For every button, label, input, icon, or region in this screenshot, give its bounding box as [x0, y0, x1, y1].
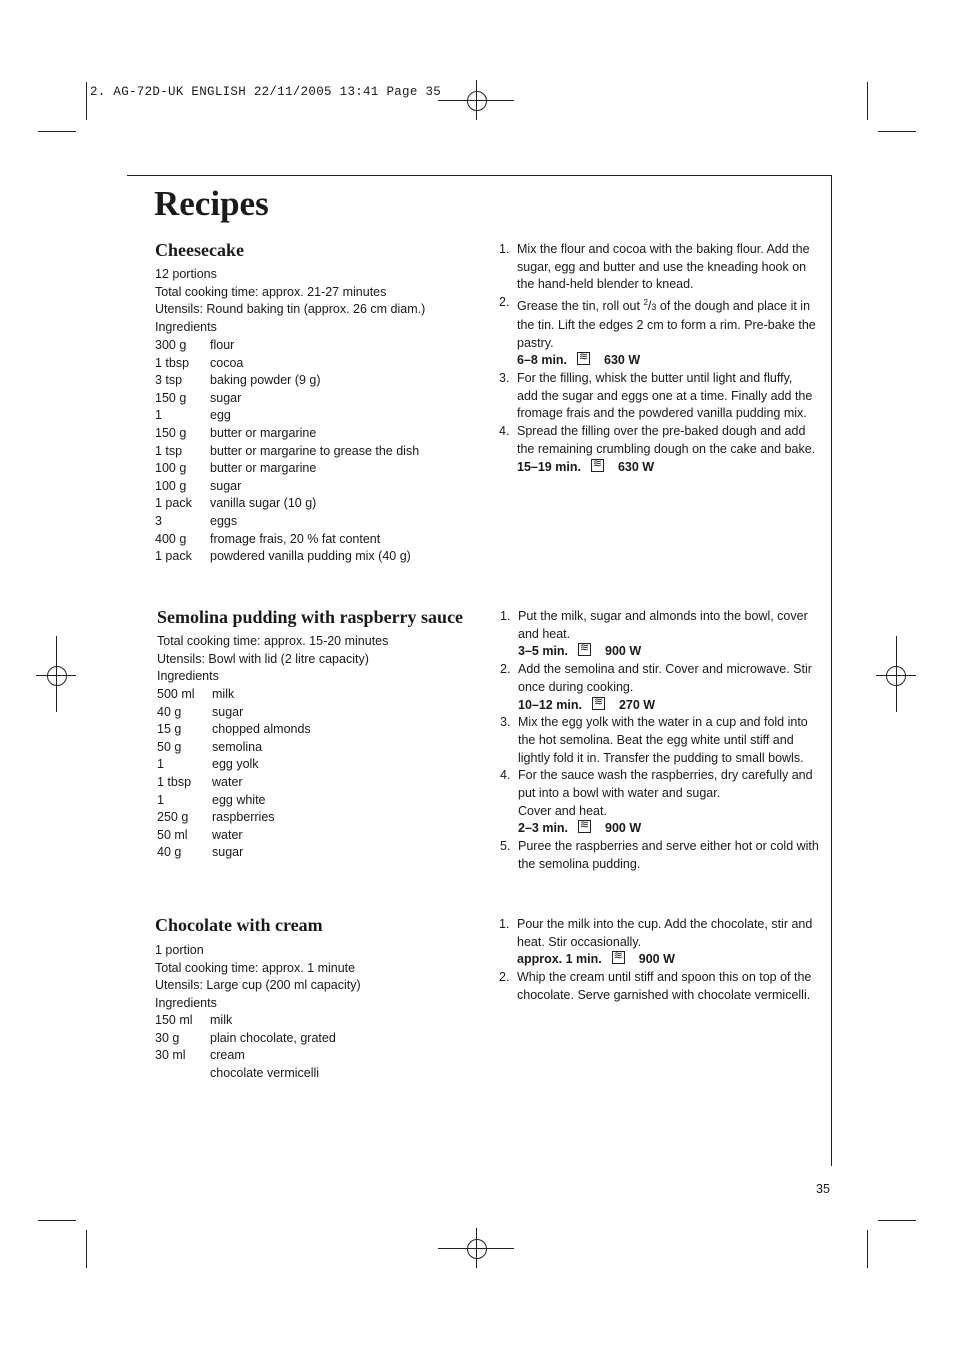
step-timing [518, 697, 830, 715]
registration-mark-icon [467, 1239, 487, 1259]
ingredient-row [157, 809, 311, 827]
ingredient-item: sugar [212, 704, 244, 719]
ingredient-row [157, 844, 311, 862]
timing-duration: 2–3 min. [518, 821, 569, 836]
ingredient-row [157, 756, 311, 774]
ingredient-row [157, 704, 311, 722]
ingredient-row [155, 443, 419, 461]
step-timing [518, 643, 830, 661]
ingredient-item: cream [210, 1048, 245, 1063]
registration-mark-icon [467, 91, 487, 111]
utensils: Utensils: Round baking tin (approx. 26 cm diam.) [155, 302, 426, 317]
timing-duration: 3–5 min. [518, 644, 569, 659]
step-line: add the sugar and eggs one at a time. Finally add the [517, 388, 813, 403]
ingredient-qty: 40 g [157, 704, 182, 719]
step-line: Mix the egg yolk with the water in a cup and fold into [518, 715, 808, 730]
step-number: 1. [499, 917, 510, 931]
crop-mark [867, 82, 868, 120]
step-line: Puree the raspberries and serve either hot or cold with [518, 839, 819, 854]
step-line: fromage frais and the powdered vanilla pudding mix. [517, 406, 807, 421]
registration-mark-icon [47, 666, 67, 686]
utensils: Utensils: Bowl with lid (2 litre capacity) [157, 651, 369, 666]
cooking-time: Total cooking time: approx. 1 minute [155, 960, 356, 975]
slug-line: 2. AG-72D-UK ENGLISH 22/11/2005 13:41 Page 35 [90, 85, 442, 99]
step-number: 5. [500, 839, 511, 854]
ingredient-qty: 150 ml [155, 1013, 193, 1027]
timing-duration: 10–12 min. [518, 697, 582, 712]
ingredient-row [157, 792, 311, 810]
step-line: For the sauce wash the raspberries, dry carefully and [518, 768, 813, 783]
crop-mark [878, 131, 916, 132]
ingredient-qty: 3 tsp [155, 373, 183, 388]
ingredient-row [155, 495, 419, 513]
step-line: Pour the milk into the cup. Add the chocolate, stir and [517, 917, 813, 931]
ingredients-heading: Ingredients [155, 319, 217, 334]
ingredient-row [155, 1030, 336, 1048]
ingredients-heading: Ingredients [157, 669, 219, 684]
step-timing [518, 820, 830, 838]
step-line: Whip the cream until stiff and spoon this on top of the [517, 970, 812, 985]
crop-mark [38, 1220, 76, 1221]
timing-duration: 6–8 min. [517, 353, 568, 368]
step-line: Cover and heat. [518, 803, 607, 818]
registration-line [476, 80, 477, 120]
step-timing [517, 352, 829, 370]
ingredient-qty: 100 g [155, 461, 187, 476]
ingredient-item: milk [210, 1013, 233, 1027]
method-step [499, 916, 829, 969]
method-steps [499, 241, 829, 476]
step-line: the remaining crumbling dough on the cake and bake. [517, 441, 816, 456]
ingredient-row [155, 407, 419, 425]
ingredient-qty: 1 pack [155, 549, 192, 564]
page-frame-top [127, 175, 832, 176]
step-number: 1. [500, 609, 511, 623]
step-timing [517, 951, 829, 969]
step-number: 2. [500, 662, 511, 677]
ingredient-item: cocoa [210, 355, 244, 370]
ingredients-table [155, 1012, 336, 1082]
ingredient-item: baking powder (9 g) [210, 373, 321, 388]
ingredient-row [155, 531, 419, 549]
microwave-icon [578, 820, 591, 833]
registration-line [896, 636, 897, 712]
ingredient-qty: 250 g [157, 810, 189, 825]
step-line: the hand-held blender to knead. [517, 277, 694, 292]
step-line: lightly fold it in. Transfer the pudding to small bowls. [518, 750, 804, 765]
step-number: 1. [499, 242, 510, 256]
step-number: 3. [499, 371, 510, 386]
method-steps [500, 608, 830, 874]
timing-power: 900 W [605, 644, 642, 659]
ingredient-qty: 400 g [155, 531, 187, 546]
ingredient-qty: 1 tbsp [157, 774, 192, 789]
method-step [499, 241, 829, 294]
step-line: the semolina pudding. [518, 856, 641, 871]
microwave-icon [591, 459, 604, 472]
ingredient-item: egg [210, 408, 231, 423]
recipe-title: Semolina pudding with raspberry sauce [157, 607, 464, 627]
microwave-icon [592, 697, 605, 710]
ingredient-item: eggs [210, 513, 238, 528]
ingredient-item: raspberries [212, 810, 275, 825]
ingredient-row [155, 372, 419, 390]
ingredient-qty: 15 g [157, 722, 182, 737]
ingredients-heading: Ingredients [155, 995, 217, 1010]
method-step [500, 838, 830, 873]
ingredient-qty: 500 ml [157, 687, 195, 701]
ingredient-item: egg white [212, 792, 266, 807]
method-step [500, 767, 830, 838]
step-line: Mix the flour and cocoa with the baking flour. Add the [517, 242, 810, 256]
portions: 1 portion [155, 943, 204, 957]
utensils: Utensils: Large cup (200 ml capacity) [155, 978, 361, 993]
ingredient-row [155, 513, 419, 531]
ingredient-row [157, 721, 311, 739]
step-line: put into a bowl with water and sugar. [518, 786, 721, 801]
step-line: and heat. [518, 626, 571, 641]
ingredient-qty: 30 ml [155, 1048, 186, 1063]
ingredient-item: milk [212, 687, 235, 701]
ingredient-item: flour [210, 338, 235, 352]
ingredient-item: sugar [210, 390, 242, 405]
ingredient-qty: 1 [157, 757, 164, 772]
crop-mark [867, 1230, 868, 1268]
ingredient-item: butter or margarine [210, 425, 317, 440]
method-step [499, 294, 829, 370]
page-number: 35 [816, 1182, 830, 1196]
step-line: the tin. Lift the edges 2 cm to form a rim. Pre-bake the [517, 317, 816, 332]
cooking-time: Total cooking time: approx. 15-20 minutes [157, 634, 389, 648]
step-line: heat. Stir occasionally. [517, 934, 642, 949]
ingredient-row [155, 478, 419, 496]
ingredient-qty: 1 [155, 408, 162, 423]
recipe-info [155, 266, 425, 336]
step-line: chocolate. Serve garnished with chocolate vermicelli. [517, 987, 811, 1002]
ingredient-qty: 100 g [155, 478, 187, 493]
method-steps [499, 916, 829, 1005]
crop-mark [38, 131, 76, 132]
ingredient-row [155, 425, 419, 443]
ingredient-item: chocolate vermicelli [210, 1065, 320, 1080]
recipe-info [155, 942, 361, 1012]
step-number: 2. [499, 970, 510, 985]
ingredient-qty: 40 g [157, 845, 182, 860]
ingredient-row [155, 548, 419, 566]
step-line: Put the milk, sugar and almonds into the bowl, cover [518, 609, 808, 623]
registration-line [56, 636, 57, 712]
timing-duration: 15–19 min. [517, 459, 581, 474]
ingredient-item: butter or margarine to grease the dish [210, 443, 420, 458]
method-step [499, 969, 829, 1004]
ingredient-qty: 1 tbsp [155, 355, 190, 370]
step-line: Grease the tin, roll out $^2$/3 of the dough and place it in [517, 298, 811, 314]
crop-mark [86, 82, 87, 120]
ingredient-row [155, 337, 419, 355]
step-line: pastry. [517, 335, 554, 350]
ingredient-qty: 300 g [155, 338, 187, 352]
timing-power: 630 W [617, 459, 655, 474]
ingredient-row [157, 739, 311, 757]
fraction: $^2$/3 [643, 298, 657, 314]
page-title: Recipes [154, 184, 269, 223]
ingredient-qty: 150 g [155, 390, 187, 405]
recipe-title: Cheesecake [155, 240, 244, 260]
step-line: the hot semolina. Beat the egg white until stiff and [518, 732, 794, 747]
method-step [500, 608, 830, 661]
ingredient-qty: 1 tsp [155, 443, 183, 458]
step-line: Spread the filling over the pre-baked dough and add [517, 424, 806, 439]
ingredient-row [155, 355, 419, 373]
registration-line [476, 1228, 477, 1268]
ingredient-qty: 50 ml [157, 827, 188, 842]
ingredient-row [155, 460, 419, 478]
ingredient-item: powdered vanilla pudding mix (40 g) [210, 549, 411, 564]
crop-mark [878, 1220, 916, 1221]
method-step [500, 661, 830, 714]
ingredient-item: sugar [210, 478, 242, 493]
step-line: Add the semolina and stir. Cover and microwave. Stir [518, 662, 812, 677]
ingredient-qty: 150 g [155, 425, 187, 440]
ingredient-row [155, 1065, 336, 1083]
ingredient-qty: 30 g [155, 1030, 180, 1045]
ingredient-qty: 1 [157, 792, 164, 807]
ingredients-table [155, 337, 419, 566]
ingredient-qty: 1 pack [155, 496, 192, 511]
ingredient-row [155, 390, 419, 408]
method-step [499, 370, 829, 423]
step-number: 2. [499, 295, 510, 310]
ingredient-item: water [212, 827, 243, 842]
step-timing [517, 459, 829, 477]
ingredient-item: egg yolk [212, 757, 259, 772]
recipe-title: Chocolate with cream [155, 915, 323, 935]
ingredient-item: sugar [212, 845, 244, 860]
step-number: 4. [499, 424, 510, 439]
ingredient-qty: 3 [155, 513, 162, 528]
ingredients-table [157, 686, 311, 862]
ingredient-row [157, 774, 311, 792]
microwave-icon [577, 352, 590, 365]
step-line: sugar, egg and butter and use the kneading hook on [517, 259, 807, 274]
ingredient-item: water [212, 774, 243, 789]
step-number: 3. [500, 715, 511, 730]
ingredient-row [155, 1047, 336, 1065]
timing-power: 900 W [638, 952, 675, 967]
method-step [500, 714, 830, 767]
ingredient-item: fromage frais, 20 % fat content [210, 531, 381, 546]
ingredient-item: semolina [212, 739, 263, 754]
ingredient-row [155, 1012, 336, 1030]
timing-power: 900 W [605, 821, 642, 836]
ingredient-qty: 50 g [157, 739, 182, 754]
ingredient-row [157, 827, 311, 845]
step-line: once during cooking. [518, 679, 634, 694]
method-step [499, 423, 829, 476]
microwave-icon [578, 643, 591, 656]
ingredient-item: chopped almonds [212, 722, 311, 737]
page-frame-right [831, 175, 832, 1166]
crop-mark [86, 1230, 87, 1268]
timing-power: 270 W [618, 697, 656, 712]
portions: 12 portions [155, 267, 217, 281]
step-number: 4. [500, 768, 511, 783]
ingredient-item: plain chocolate, grated [210, 1030, 336, 1045]
recipe-info [157, 633, 388, 686]
timing-power: 630 W [604, 353, 641, 368]
ingredient-item: vanilla sugar (10 g) [210, 496, 317, 511]
ingredient-row [157, 686, 311, 704]
timing-duration: approx. 1 min. [517, 952, 602, 967]
ingredient-qty [155, 1065, 210, 1083]
microwave-icon [612, 951, 625, 964]
step-line: For the filling, whisk the butter until light and fluffy, [517, 371, 793, 386]
ingredient-item: butter or margarine [210, 461, 317, 476]
cooking-time: Total cooking time: approx. 21-27 minutes [155, 284, 387, 299]
